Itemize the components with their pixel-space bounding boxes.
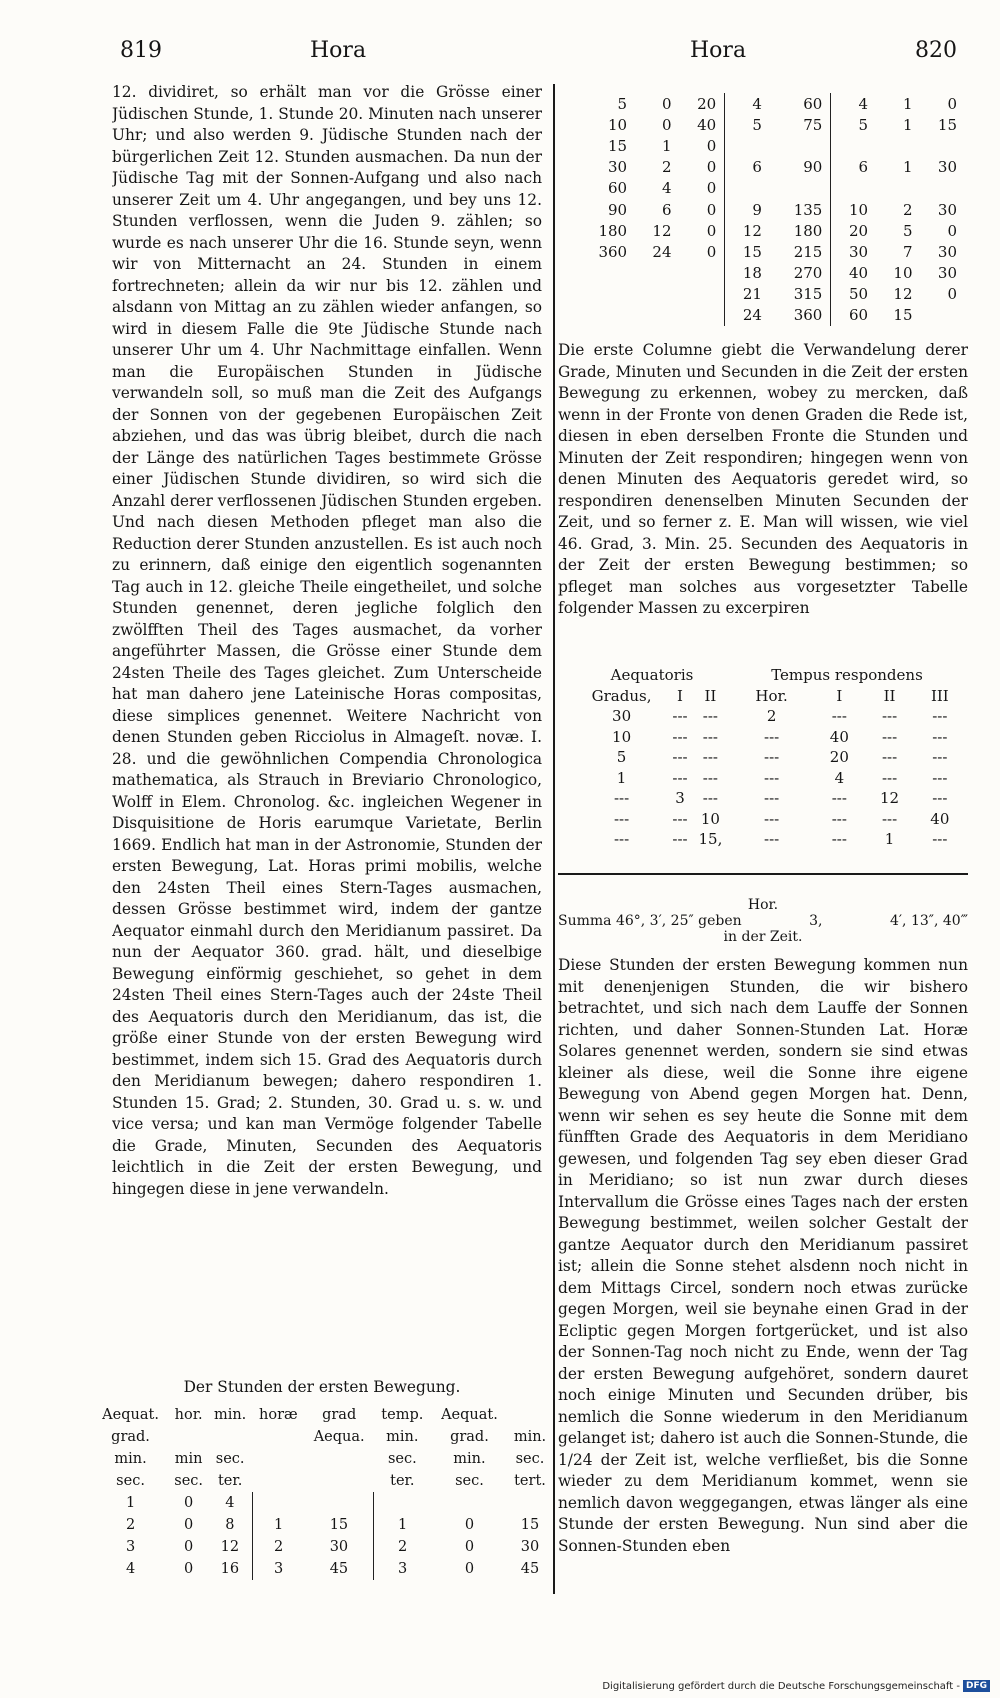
table-cell: --- xyxy=(672,727,688,746)
column-header: min. xyxy=(114,1451,147,1467)
table-cell: 40 xyxy=(849,264,869,283)
table-cell: 30 xyxy=(849,242,869,261)
table-cell: --- xyxy=(881,768,898,787)
table-cell: --- xyxy=(831,830,847,849)
column-header: ter. xyxy=(217,1473,243,1489)
conversion-table xyxy=(575,93,965,326)
table-cell: 3 xyxy=(252,1558,304,1580)
table-cell: 4 xyxy=(834,768,845,787)
table-cell xyxy=(635,305,679,326)
table-cell: 18 xyxy=(742,264,762,283)
table-cell: 1 xyxy=(884,830,895,849)
table-cell: 30 xyxy=(520,1539,540,1555)
column-header xyxy=(252,1470,304,1492)
table-row xyxy=(575,241,965,262)
column-header: Aequat. xyxy=(441,1407,498,1423)
table-cell: 3 xyxy=(675,789,685,808)
table-cell: 3 xyxy=(125,1539,136,1555)
table-cell: 12 xyxy=(893,285,913,304)
header-row xyxy=(92,1448,552,1470)
table-cell: 75 xyxy=(770,114,831,135)
table-cell: 30 xyxy=(937,242,957,261)
table-cell: 10 xyxy=(700,809,720,828)
table-cell: 4 xyxy=(858,94,869,113)
table-cell: 0 xyxy=(680,241,725,262)
column-header: grad. xyxy=(111,1429,150,1445)
table-cell: --- xyxy=(702,748,719,767)
table-cell: 0 xyxy=(661,94,672,113)
table-cell: 24 xyxy=(742,306,762,325)
column-header: sec. xyxy=(515,1451,545,1467)
table-cell: 5 xyxy=(752,115,762,134)
column-header: min xyxy=(174,1451,203,1467)
table-cell: 10 xyxy=(893,264,913,283)
table-cell: 2 xyxy=(374,1536,431,1558)
table-cell: 90 xyxy=(770,157,831,178)
table-cell xyxy=(921,178,965,199)
running-title-left: Hora xyxy=(310,38,367,63)
table-cell: 30 xyxy=(937,200,957,219)
column-header xyxy=(208,1426,252,1448)
table-cell: 0 xyxy=(464,1539,475,1555)
table-cell xyxy=(921,135,965,156)
table-cell: 15 xyxy=(329,1517,349,1533)
table-cell: 215 xyxy=(770,241,831,262)
table-cell: 12 xyxy=(652,221,672,240)
table-cell: --- xyxy=(764,727,780,746)
header-row xyxy=(92,1426,552,1448)
table-cell: 24 xyxy=(652,242,672,261)
table-cell: 60 xyxy=(607,179,628,198)
table-cell: 15 xyxy=(607,136,628,155)
table-cell: 0 xyxy=(184,1495,194,1511)
table-row xyxy=(575,768,965,789)
table-cell xyxy=(575,284,635,305)
column-header: sec. xyxy=(174,1473,204,1489)
column-header: min. xyxy=(213,1407,247,1423)
table-cell xyxy=(635,284,679,305)
table-row xyxy=(575,284,965,305)
table-row xyxy=(575,788,965,809)
table-cell: 8 xyxy=(225,1517,235,1533)
table-cell: 12 xyxy=(880,789,900,808)
table-row xyxy=(575,114,965,135)
column-header: Aequa. xyxy=(313,1429,365,1445)
header-row xyxy=(92,1404,552,1426)
table-cell: --- xyxy=(932,768,948,787)
table-cell: 60 xyxy=(849,306,869,325)
table-cell xyxy=(831,178,876,199)
table-row xyxy=(575,305,965,326)
table-cell: 0 xyxy=(464,1517,475,1533)
column-header: hor. xyxy=(174,1407,203,1423)
table-cell: 5 xyxy=(616,748,627,767)
table-cell: --- xyxy=(613,830,630,849)
table-cell: 30 xyxy=(329,1539,349,1555)
table-cell: 1 xyxy=(902,115,913,134)
table-cell: --- xyxy=(702,768,719,787)
table-row xyxy=(575,747,965,768)
table-cell: 60 xyxy=(770,93,831,114)
table-cell xyxy=(575,263,635,284)
table-cell: 30 xyxy=(937,158,957,177)
table-cell: 135 xyxy=(770,199,831,220)
table-cell: 4 xyxy=(125,1561,136,1577)
table-cell xyxy=(374,1492,431,1514)
summa-line xyxy=(558,897,968,945)
column-header: min. xyxy=(513,1429,547,1445)
table-row xyxy=(575,809,965,830)
table-cell: 30 xyxy=(607,158,628,177)
summa-hours: 3, xyxy=(809,913,823,929)
column-header: II xyxy=(704,686,717,705)
table-cell xyxy=(876,178,920,199)
table-cell: --- xyxy=(932,830,948,849)
table-row xyxy=(575,93,965,114)
table-cell: 7 xyxy=(902,242,913,261)
table-cell: --- xyxy=(831,707,847,726)
table-cell: --- xyxy=(881,748,898,767)
column-header xyxy=(305,1448,374,1470)
table-cell: --- xyxy=(764,748,780,767)
table-cell: 20 xyxy=(849,221,869,240)
table-cell: 180 xyxy=(770,220,831,241)
table-cell: 15 xyxy=(742,242,762,261)
table-cell: 270 xyxy=(770,263,831,284)
table-cell: 0 xyxy=(661,115,672,134)
table-cell xyxy=(921,305,965,326)
table-cell: 45 xyxy=(329,1561,349,1577)
column-header: ter. xyxy=(390,1473,415,1489)
column-header: I xyxy=(677,686,683,705)
table-cell: --- xyxy=(932,707,948,726)
group-header-tempus: Tempus respondens xyxy=(771,666,923,685)
example-table xyxy=(575,665,965,850)
table-cell xyxy=(305,1492,374,1514)
table-cell: 30 xyxy=(612,707,632,726)
table-cell: 315 xyxy=(770,284,831,305)
table-cell: 0 xyxy=(947,221,957,240)
right-column-text-2 xyxy=(558,955,968,1595)
table-cell xyxy=(876,135,920,156)
table-row xyxy=(92,1558,552,1580)
table-cell: 20 xyxy=(680,93,725,114)
table-cell xyxy=(252,1492,304,1514)
table-cell: 2 xyxy=(766,707,777,726)
column-header: grad. xyxy=(450,1429,489,1445)
table-cell: 360 xyxy=(598,242,628,261)
footer-text: Digitalisierung gefördert durch die Deutsche Forschungsgemeinschaft - xyxy=(602,1680,960,1692)
table-row xyxy=(92,1514,552,1536)
table-cell: --- xyxy=(672,809,688,828)
table-cell: 0 xyxy=(184,1539,194,1555)
table-row xyxy=(575,199,965,220)
table-cell: 6 xyxy=(858,158,869,177)
table-cell: 16 xyxy=(220,1561,240,1577)
table-cell: 0 xyxy=(464,1561,475,1577)
table-row xyxy=(575,263,965,284)
table-cell: --- xyxy=(764,830,780,849)
right-paragraph-1: Die erste Columne giebt die Verwandelung derer Grade, Minuten und Secunden in die Zeit der ersten Bewegung zu erkennen, wobey zu mercken, daß wenn in der Fronte von denen Graden die Rede ist, diesen in eben derselben Fronte die Stunden und Minuten der Zeit respondiren; hingegen wenn von denen Minuten des Aequatoris geredet wird, so respondiren denenselben Minuten Secunden der Zeit, und so ferner z. E. Man will wissen, wie viel 46. Grad, 3. Min. 25. Secunden des Aequatoris in der Zeit der ersten Bewegung bestimmen; so pfleget man solches aus vorgesetzter Tabelle folgender Massen zu excerpiren xyxy=(558,341,968,617)
table-cell: --- xyxy=(831,789,847,808)
footer-credit xyxy=(602,1680,990,1692)
column-header xyxy=(252,1426,304,1448)
table-cell: --- xyxy=(932,748,948,767)
table-cell: 2 xyxy=(252,1536,304,1558)
table-cell xyxy=(725,135,770,156)
table-cell xyxy=(680,263,725,284)
table-cell: 15 xyxy=(937,115,957,134)
column-header: horæ xyxy=(259,1407,298,1423)
column-header: tert. xyxy=(514,1473,546,1489)
table-cell: 40 xyxy=(930,809,950,828)
table-cell: 15 xyxy=(893,306,913,325)
table-cell: 360 xyxy=(770,305,831,326)
summa-result: 4′, 13″, 40‴ xyxy=(889,913,968,929)
column-header: II xyxy=(883,686,896,705)
column-header: grad xyxy=(322,1407,357,1423)
table-row xyxy=(575,157,965,178)
column-header: min. xyxy=(453,1451,486,1467)
page-number-right: 820 xyxy=(915,38,957,63)
table-cell: 6 xyxy=(661,200,672,219)
column-header: sec. xyxy=(455,1473,484,1489)
column-divider xyxy=(553,84,555,1594)
table-cell: 0 xyxy=(680,157,725,178)
table-cell: 0 xyxy=(680,220,725,241)
table-cell xyxy=(575,305,635,326)
column-header: min. xyxy=(386,1429,419,1445)
table-cell: --- xyxy=(764,809,780,828)
table-cell: 4 xyxy=(752,94,762,113)
table-cell: 2 xyxy=(661,158,672,177)
table-cell: --- xyxy=(831,809,847,828)
column-header xyxy=(169,1426,208,1448)
table-cell: 0 xyxy=(680,135,725,156)
table-cell: --- xyxy=(764,789,780,808)
table-cell: 1 xyxy=(374,1514,431,1536)
table-cell: 10 xyxy=(849,200,869,219)
column-header: Hor. xyxy=(755,686,788,705)
table-cell xyxy=(431,1492,508,1514)
table-cell: 6 xyxy=(752,158,762,177)
table-cell: 20 xyxy=(829,748,849,767)
hours-table xyxy=(92,1404,552,1580)
table-cell: 0 xyxy=(680,199,725,220)
table-cell xyxy=(831,135,876,156)
table-row xyxy=(92,1492,552,1514)
header-row xyxy=(92,1470,552,1492)
column-header: sec. xyxy=(116,1473,145,1489)
table-cell: --- xyxy=(613,789,630,808)
group-header-aequatoris: Aequatoris xyxy=(610,666,694,685)
table-cell: 1 xyxy=(902,158,913,177)
table-cell: 2 xyxy=(902,200,913,219)
table-cell xyxy=(725,178,770,199)
table-row xyxy=(575,727,965,748)
table-row xyxy=(575,178,965,199)
table-cell: 1 xyxy=(902,94,913,113)
table-cell: --- xyxy=(881,809,898,828)
table-cell: --- xyxy=(672,830,688,849)
sum-rule xyxy=(558,873,968,875)
table-cell: --- xyxy=(881,707,898,726)
column-header: sec. xyxy=(387,1451,417,1467)
table-row xyxy=(575,829,965,850)
table-cell: --- xyxy=(932,727,948,746)
table-cell: 0 xyxy=(947,94,957,113)
table-cell: 2 xyxy=(125,1517,136,1533)
table-cell xyxy=(770,178,831,199)
table-cell: 0 xyxy=(184,1561,194,1577)
table-cell xyxy=(680,305,725,326)
table-cell: 1 xyxy=(661,136,672,155)
table-cell: 5 xyxy=(858,115,869,134)
left-column-text xyxy=(112,82,542,1372)
column-header: III xyxy=(930,686,949,705)
table-cell: 90 xyxy=(607,200,628,219)
table-cell: 10 xyxy=(612,727,632,746)
page-number-left: 819 xyxy=(120,38,162,63)
table-cell: 5 xyxy=(902,221,913,240)
table-cell: --- xyxy=(613,809,630,828)
right-paragraph-2: Diese Stunden der ersten Bewegung kommen nun mit denenjenigen Stunden, die wir bishero betrachtet, und sich nach dem Lauffe der Sonnen richten, und daher Sonnen-Stunden Lat. Horæ Solares genennet werden, sondern sie sind etwas kleiner als diese, weil die Sonne ihre eigene Bewegung von Abend gegen Morgen hat. Denn, wenn wir sehen es sey heute die Sonne mit dem fünfften Grade des Aequatoris in dem Meridiano gewesen, und folgenden Tag sey eben dieser Grad in Meridiano; so ist nun zwar durch dieses Intervallum die Grösse eines Tages nach der ersten Bewegung bestimmet, weilen solcher Gestalt der gantze Aequator durch den Meridianum passiret ist; allein die Sonne stehet alsdenn noch nicht in dem Mittags Circel, sondern noch etwas zurücke gegen Morgen, weil sie beynahe einen Grad in der Ecliptic gegen Morgen fortgerücket, und ist also der Sonnen-Tag noch nicht zu Ende, wenn der Tag der ersten Bewegung aufgehöret, sondern dauret noch einige Minuten und Secunden drüber, bis nemlich die Sonne wiederum in den Meridianum gelanget ist; dahero ist auch die Sonnen-Stunde, die 1/24 der Zeit ist, welche verfließet, bis die Sonne wieder zu dem Meridianum kommet, wenn sie nemlich davon weggegangen, etwas länger als eine Stunde der ersten Bewegung. Nun sind aber die Sonnen-Stunden eben xyxy=(558,956,968,1555)
table-cell: 15 xyxy=(520,1517,540,1533)
table-cell: --- xyxy=(672,768,688,787)
table-cell: 12 xyxy=(220,1539,240,1555)
table-cell: 45 xyxy=(520,1561,540,1577)
table-cell: 1 xyxy=(125,1495,136,1511)
table-cell: --- xyxy=(672,748,688,767)
hor-label: Hor. xyxy=(747,897,779,913)
table-cell: --- xyxy=(702,789,719,808)
table-cell: --- xyxy=(702,727,719,746)
table-cell: 15, xyxy=(698,830,723,849)
column-header: temp. xyxy=(381,1407,424,1423)
table-cell xyxy=(680,284,725,305)
table-cell: 30 xyxy=(937,264,957,283)
table-cell: --- xyxy=(764,768,780,787)
table-cell xyxy=(770,135,831,156)
table-cell: 50 xyxy=(849,285,869,304)
table-row xyxy=(575,706,965,727)
table-cell: 4 xyxy=(661,179,672,198)
column-header xyxy=(252,1448,304,1470)
table-cell: 0 xyxy=(680,178,725,199)
table-cell: --- xyxy=(702,707,719,726)
table-cell: 10 xyxy=(607,115,628,134)
table-cell: --- xyxy=(932,789,948,808)
running-title-right: Hora xyxy=(690,38,747,63)
table-cell: 40 xyxy=(680,114,725,135)
table-cell: 9 xyxy=(752,200,762,219)
table-cell: 5 xyxy=(617,94,628,113)
column-header: I xyxy=(836,686,843,705)
table-row xyxy=(575,135,965,156)
table-cell xyxy=(635,263,679,284)
table-cell: 21 xyxy=(742,285,762,304)
summa-sub: in der Zeit. xyxy=(723,929,803,945)
table-cell: 1 xyxy=(252,1514,304,1536)
column-header: sec. xyxy=(215,1451,245,1467)
hours-table-title: Der Stunden der ersten Bewegung. xyxy=(183,1378,461,1396)
table-cell: 4 xyxy=(225,1495,235,1511)
table-cell: 180 xyxy=(598,221,628,240)
table-cell: 12 xyxy=(742,221,762,240)
table-cell: 3 xyxy=(374,1558,431,1580)
right-column-text-1 xyxy=(558,340,968,640)
table-cell: --- xyxy=(672,707,688,726)
table-cell: --- xyxy=(881,727,898,746)
table-cell xyxy=(508,1492,552,1514)
column-header xyxy=(305,1470,374,1492)
summa-text: Summa 46°, 3′, 25″ geben xyxy=(558,913,742,929)
table-row xyxy=(92,1536,552,1558)
table-cell: 40 xyxy=(829,727,849,746)
column-header: Aequat. xyxy=(102,1407,159,1423)
table-cell: 0 xyxy=(184,1517,194,1533)
table-cell: 0 xyxy=(947,285,957,304)
left-paragraph: 12. dividiret, so erhält man vor die Grösse einer Jüdischen Stunde, 1. Stunde 20. Minuten nach unserer Uhr; und also werden 9. Jüdische Stunden nach der bürgerlichen Zeit 12. Stunden ausmachen. Da nun der Jüdische Tag mit der Sonnen-Aufgang und also nach unserer Zeit um 4. Uhr angegangen, und bey uns 12. Stunden verflossen, wenn die Juden 9. zählen; so wurde es nach unserer Uhr die 16. Stunde seyn, wenn wir von Mitternacht an 24. Stunden in einem fortrechneten; allein da wir nur bis 12. zählen und alsdann von Mittag an zu zählen wieder anfangen, so wird in diesem Falle die 9te Jüdische Stunde nach unserer Uhr um 4. Uhr Nachmittage einfallen. Wenn man die Europäischen Stunden in Jüdische verwandeln soll, so muß man die Zeit des Aufgangs der Sonnen von der gegebenen Europäischen Zeit abziehen, und das was übrig bleibet, durch die nach der Länge des natürlichen Tages bestimmete Grösse einer Jüdischen Stunde dividiren, so wird sich die Anzahl derer verflossenen Jüdischen Stunden ergeben. Und nach diesen Methoden pfleget man also die Reduction derer Stunden anzustellen. Es ist auch noch zu erinnern, daß einige den eigentlich sogenannten Tag auch in 12. gleiche Theile eingetheilet, und solche Stunden genennet, deren jegliche folglich den zwölfften Theil des Tages ausmachet, da vorher angeführter Massen, die Grösse einer Stunde dem 24sten Theile des Tages gleichet. Zum Unterscheide hat man dahero jene Lateinische Horas compositas, diese simplices genennet. Weitere Nachricht von denen Stunden geben Ricciolus in Almageſt. novæ. I. 28. und die gewöhnlichen Compendia Chronologica mathematica, als Strauch in Breviario Chronologico, Wolff in Elem. Chronolog. &c. ingleichen Wegener in Disquisitione de Horis earumque Varietate, Berlin 1669. Endlich hat man in der Astronomie, Stunden der ersten Bewegung, Lat. Horas primi mobilis, welche den 24sten Theil eines Stern-Tages ausmachen, dessen Grösse bestimmet wird, indem der gantze Aequator einmahl durch den Meridianum passiret. Da nun der Aequator 360. grad. hält, und dieselbige Bewegung einförmig geschiehet, so gehet in dem 24sten Theil eines Stern-Tages auch der 24ste Theil des Aequatoris durch den Meridianum, das ist, die größe einer Stunde von der ersten Bewegung wird bestimmet, indem sich 15. Grad des Aequatoris durch den Meridianum bewegen; dahero respondiren 1. Stunden 15. Grad; 2. Stunden, 30. Grad u. s. w. und vice versa; und kan man Vermöge folgender Tabelle die Grade, Minuten, Secunden des Aequatoris leichtlich in die Zeit der ersten Bewegung, und hingegen diese in jene verwandeln. xyxy=(112,83,542,1198)
table-cell: 1 xyxy=(616,768,627,787)
table-row xyxy=(575,220,965,241)
column-header: Gradus, xyxy=(591,686,652,705)
dfg-logo: DFG xyxy=(963,1680,990,1692)
